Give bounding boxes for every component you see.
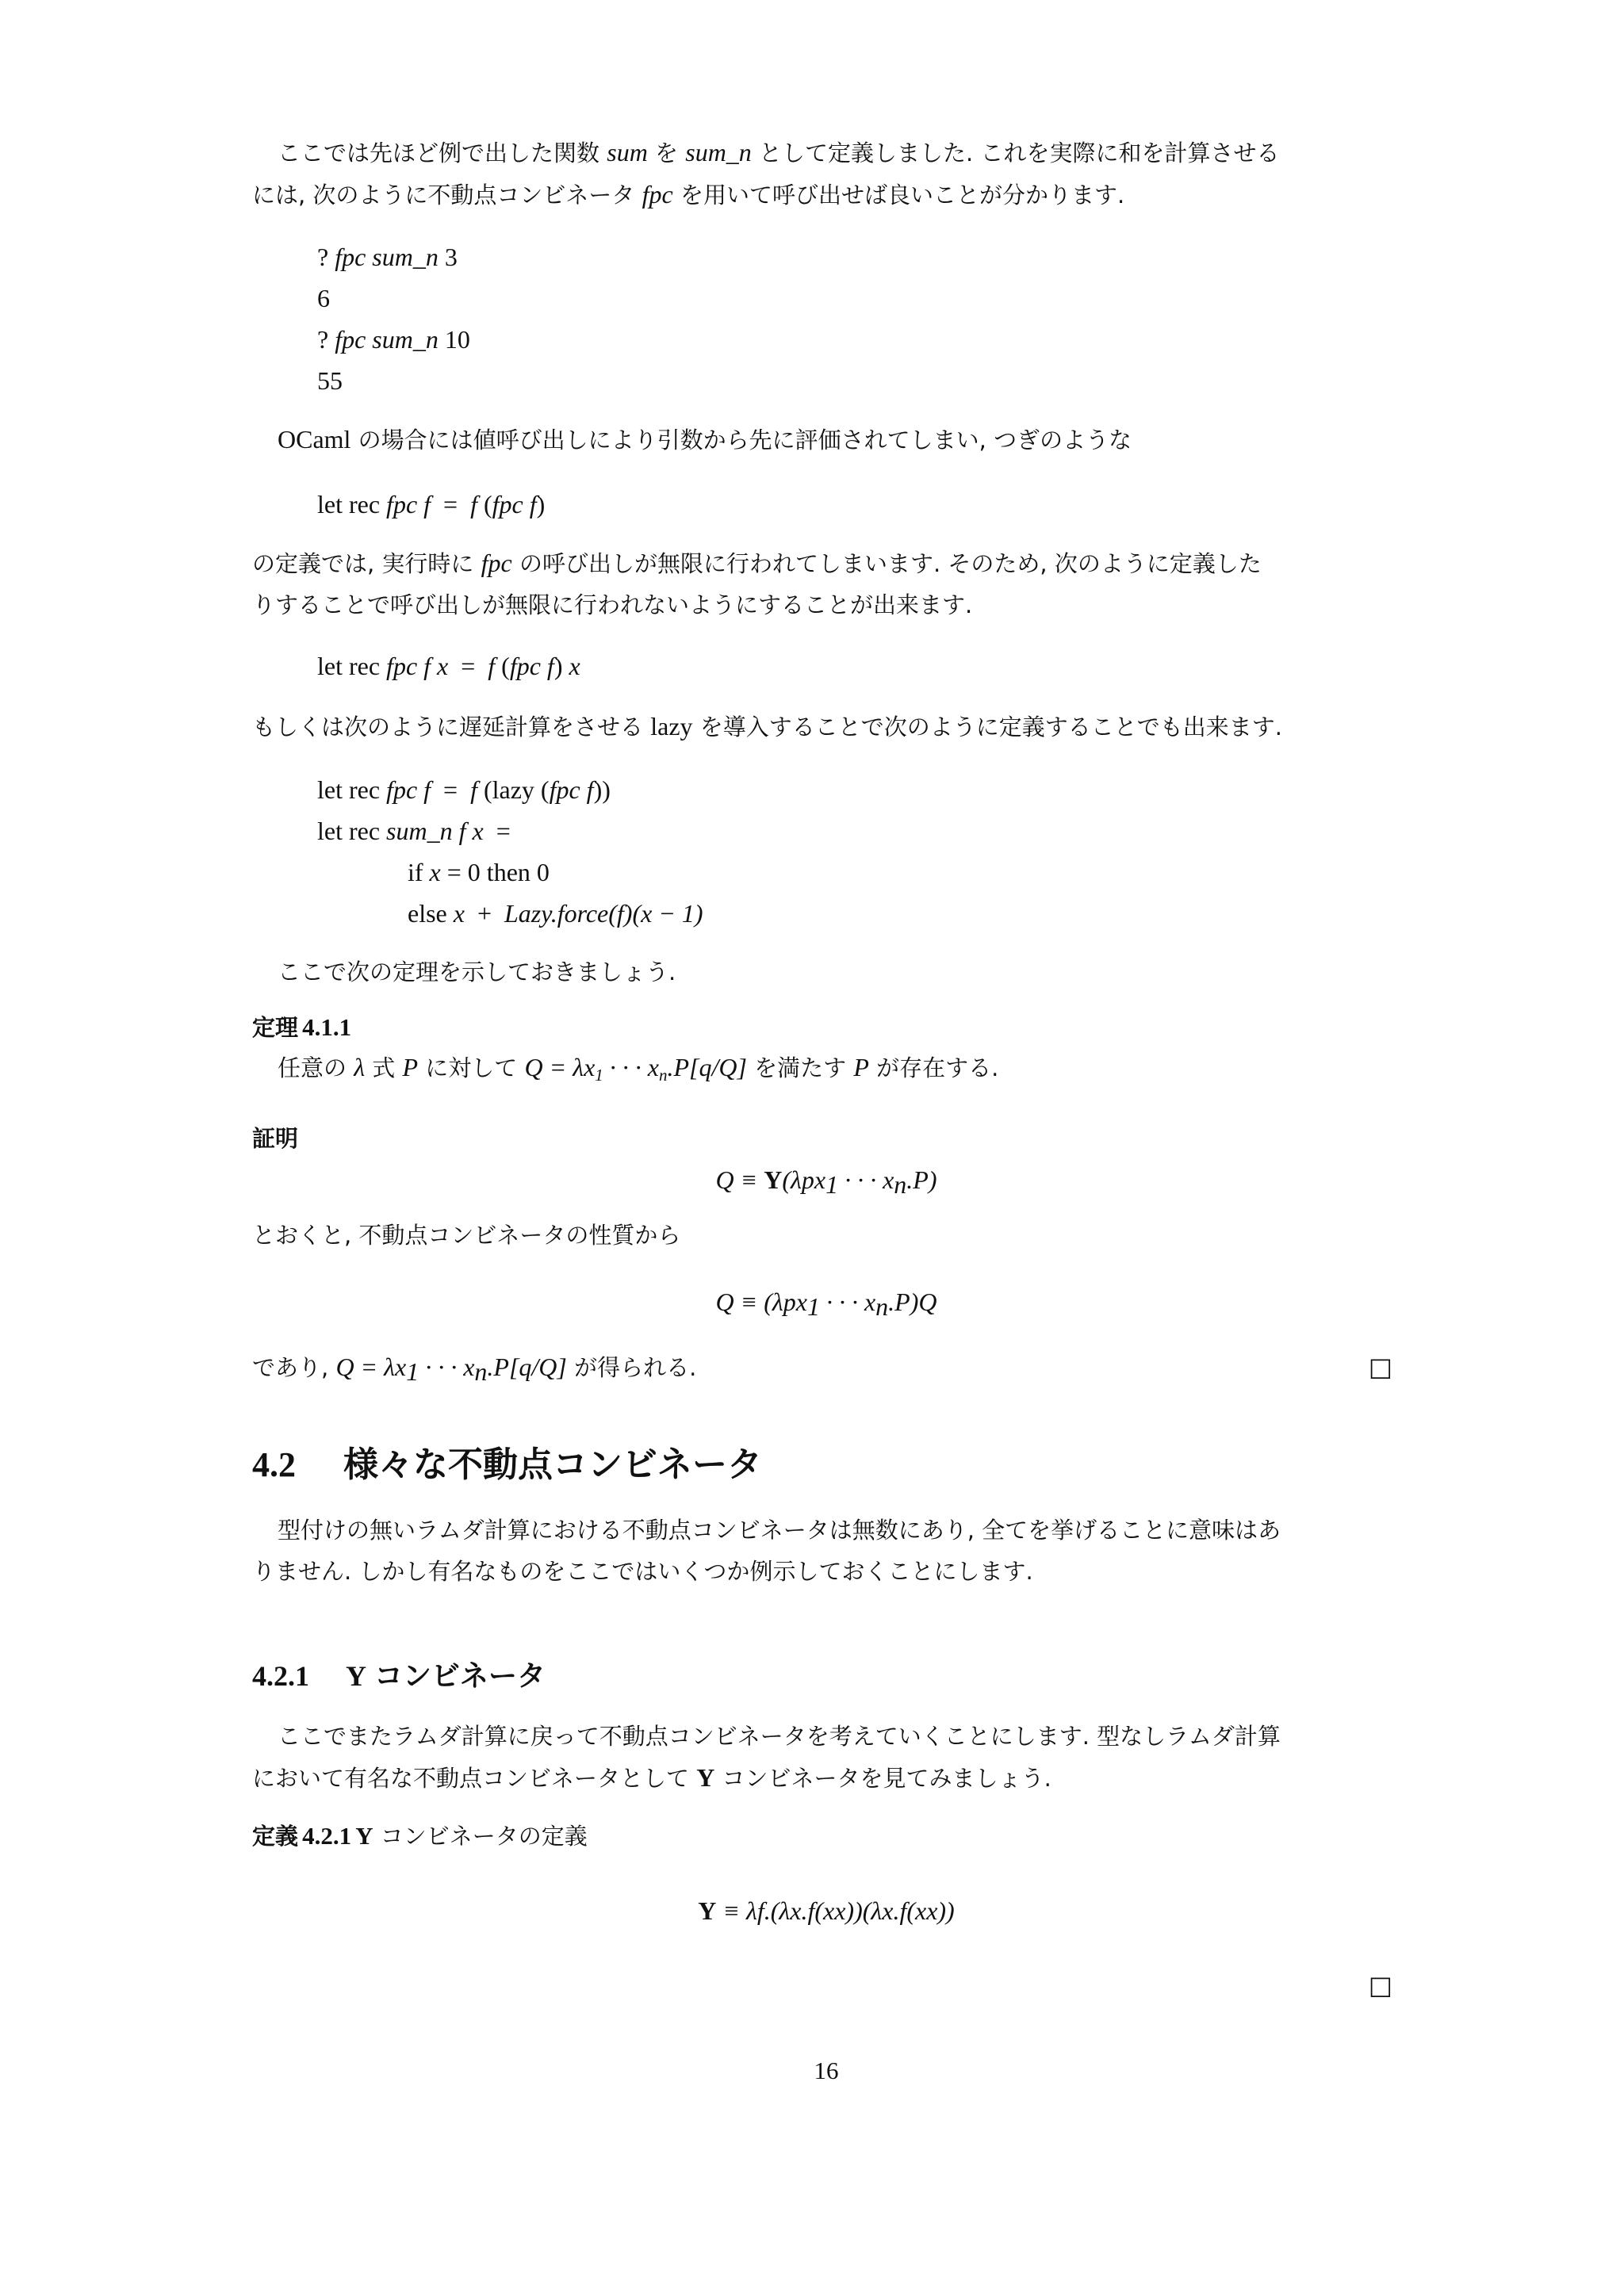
paragraph-infinite-call: の定義では, 実行時に fpc の呼び出しが無限に行われてしまいます. そのため, 次のように定義した りすることで呼び出しが無限に行われないようにすることが出来ます.	[252, 549, 1262, 618]
paragraph-ocaml: OCaml の場合には値呼び出しにより引数から先に評価されてしまい, つぎのような	[278, 425, 1132, 453]
definition-heading: 定義 4.2.1 Y コンビネータの定義	[252, 1822, 588, 1850]
example-output-2: 55	[317, 366, 343, 395]
text: ここでは先ほど例で出した関数	[278, 140, 607, 166]
example-line-1: ? fpc sum_n 3	[317, 243, 458, 271]
theorem-heading	[252, 1007, 1400, 1052]
text: として定義しました. これを実際に和を計算させる	[751, 140, 1280, 166]
paragraph-intro	[252, 132, 1400, 216]
proof-heading	[252, 1118, 1400, 1163]
math-sum-n: sum_n	[685, 138, 752, 166]
definition-label: 定義	[252, 1823, 299, 1850]
text: には, 次のように不動点コンビネータ	[252, 182, 642, 209]
code-lazy-line-4: else x + Lazy.force(f)(x − 1)	[408, 899, 703, 928]
paragraph-section-intro: 型付けの無いラムダ計算における不動点コンビネータは無数にあり, 全てを挙げることに意味はあ りません. しかし有名なものをここではいくつか例示しておくことにします.	[252, 1517, 1281, 1585]
proof-equation-2: Q ≡ (λpx$_1$ · · · $x_n.P)Q$	[715, 1288, 937, 1321]
section-heading	[252, 1441, 762, 1489]
proof-middle-text: とおくと, 不動点コンビネータの性質から	[252, 1222, 681, 1249]
section-number: 4.2	[252, 1445, 296, 1484]
math-fpc: fpc	[481, 549, 512, 577]
theorem-number: 4.1.1	[302, 1013, 352, 1041]
subsection-heading: 4.2.1 Y コンビネータ	[252, 1660, 546, 1693]
math-sum: sum	[607, 138, 648, 166]
proof-label: 証明	[252, 1125, 299, 1152]
code-fpc-eta: let rec fpc f x = f (fpc f) x	[317, 652, 580, 680]
theorem-label: 定理	[252, 1014, 299, 1041]
page-number: 16	[814, 2057, 839, 2084]
paragraph-theorem-intro: ここで次の定理を示しておきましょう.	[278, 959, 676, 985]
theorem-statement: 任意の λ 式 P に対して $Q = \lambda x_1$ · · · $x_n.P[q/Q]$ を満たす P が存在する.	[278, 1053, 999, 1085]
qed-box-icon: □	[1368, 1352, 1392, 1382]
definition-equation: Y ≡ λf.(λx.f(xx))(λx.f(xx))	[698, 1896, 955, 1925]
code-lazy-line-3: if x = 0 then 0	[408, 858, 550, 886]
code-lazy-line-2: let rec sum_n f x =	[317, 817, 511, 845]
definition-title: コンビネータの定義	[373, 1823, 588, 1850]
proof-equation-1: Q ≡ Y(λpx$_1$ · · · $x_n.P$)	[715, 1165, 937, 1199]
example-line-2: ? fpc sum_n 10	[317, 325, 470, 354]
math-fpc: fpc	[642, 180, 673, 209]
proof-conclusion: であり, $Q = \lambda x_1$ · · · $x_n.P[q/Q]$ が得られる.	[252, 1353, 697, 1386]
paragraph-lazy: もしくは次のように遅延計算をさせる lazy を導入することで次のように定義することでも出来ます.	[252, 712, 1282, 740]
code-lazy-line-1: let rec fpc f = f (lazy (fpc f))	[317, 775, 611, 804]
paper-page	[252, 0, 1400, 2296]
section-title: 様々な不動点コンビネータ	[343, 1445, 762, 1485]
code-fpc-definition: let rec fpc f = f (fpc f)	[317, 490, 546, 519]
example-output-1: 6	[317, 284, 330, 312]
definition-number: 4.2.1	[302, 1822, 352, 1850]
paragraph-y-intro: ここでまたラムダ計算に戻って不動点コンビネータを考えていくことにします. 型なしラムダ計算 において有名な不動点コンビネータとして Y コンビネータを見てみましょう.	[252, 1723, 1281, 1792]
subsection-title: コンビネータ	[374, 1660, 546, 1693]
text: を用いて呼び出せば良いことが分かります.	[672, 182, 1125, 209]
qed-box-icon: □	[1368, 1970, 1392, 2000]
text: を	[647, 140, 686, 166]
subsection-number: 4.2.1	[252, 1660, 309, 1692]
theorem-formula: $Q = \lambda x_1$ · · · $x_n.P[q/Q]$	[524, 1053, 747, 1085]
ocaml-word: OCaml	[278, 425, 351, 453]
